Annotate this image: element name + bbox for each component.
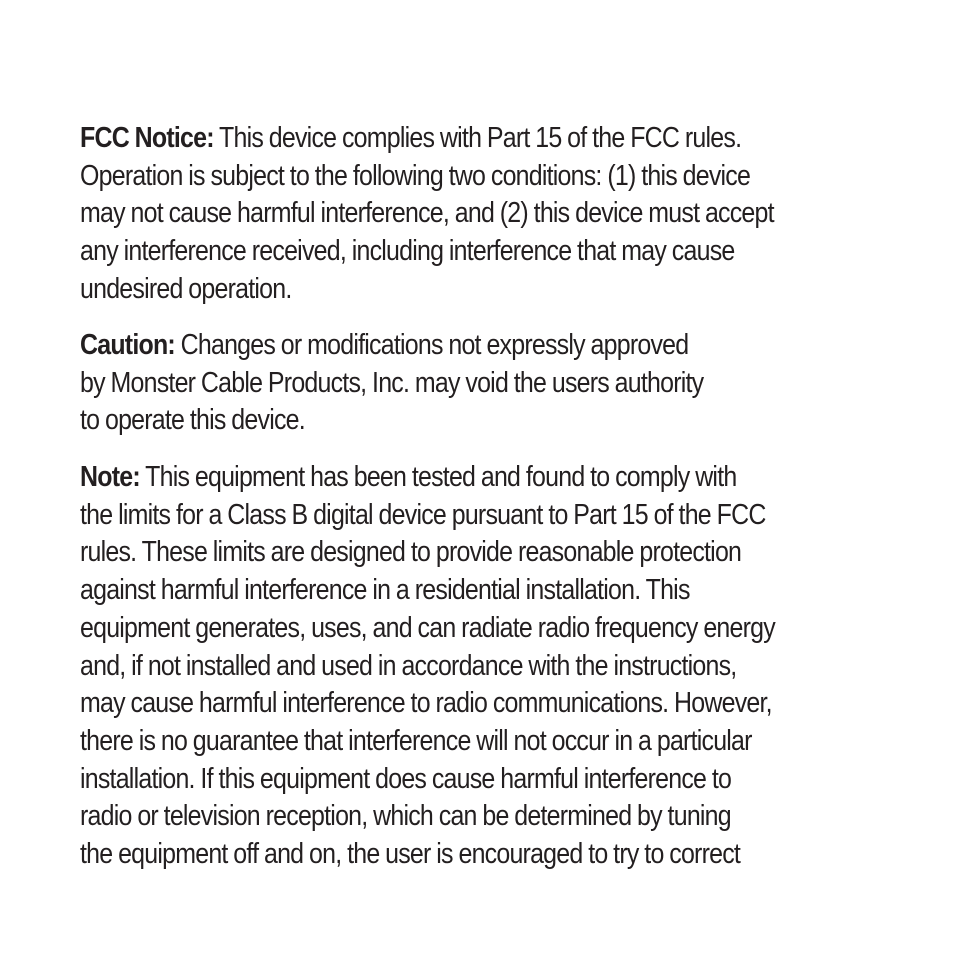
fcc-notice-line-2: Operation is subject to the following two conditions: (1) this device [80, 159, 751, 192]
note-line-11: the equipment off and on, the user is encouraged to try to correct [80, 838, 741, 871]
note-line-4: against harmful interference in a residential installation. This [80, 574, 690, 607]
fcc-notice-text: This device complies with Part 15 of the FCC rules. [213, 122, 742, 154]
note-line-6: and, if not installed and used in accordance with the instructions, [80, 649, 737, 682]
document-page [80, 120, 880, 879]
fcc-notice-line-5: undesired operation. [80, 272, 292, 305]
note-paragraph [80, 459, 880, 879]
note-line-1 [80, 459, 880, 497]
caution-line-3: to operate this device. [80, 404, 305, 437]
caution-text: Changes or modifications not expressly approved [174, 329, 689, 361]
caution-paragraph [80, 327, 880, 440]
note-line-8: there is no guarantee that interference will not occur in a particular [80, 724, 752, 757]
fcc-notice-line-1 [80, 120, 880, 158]
fcc-notice-paragraph [80, 120, 880, 309]
note-line-2: the limits for a Class B digital device pursuant to Part 15 of the FCC [80, 498, 766, 531]
note-line-5: equipment generates, uses, and can radiate radio frequency energy [80, 611, 775, 644]
note-heading: Note: [80, 461, 140, 493]
note-line-7: may cause harmful interference to radio communications. However, [80, 687, 772, 720]
note-line-9: installation. If this equipment does cause harmful interference to [80, 762, 732, 795]
note-text: This equipment has been tested and found to comply with [139, 461, 737, 493]
fcc-notice-line-4: any interference received, including interference that may cause [80, 235, 735, 268]
note-line-3: rules. These limits are designed to provide reasonable protection [80, 536, 742, 569]
caution-line-2: by Monster Cable Products, Inc. may void the users authority [80, 366, 704, 399]
fcc-notice-heading: FCC Notice: [80, 122, 214, 154]
caution-heading: Caution: [80, 329, 175, 361]
caution-line-1 [80, 327, 880, 365]
note-line-10: radio or television reception, which can be determined by tuning [80, 800, 731, 833]
fcc-notice-line-3: may not cause harmful interference, and (2) this device must accept [80, 197, 774, 230]
